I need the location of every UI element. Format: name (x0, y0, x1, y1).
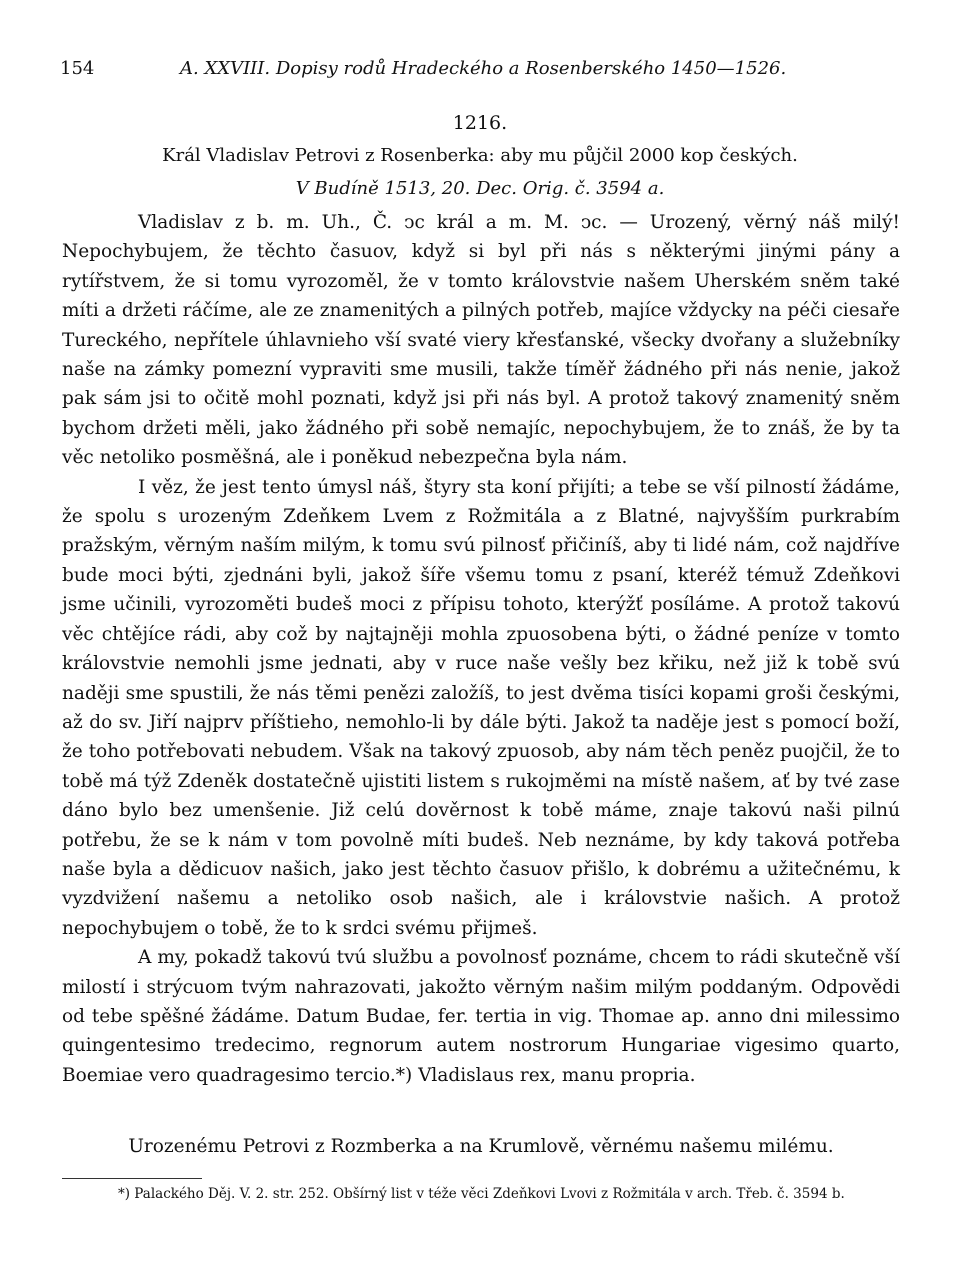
footnote-divider (62, 1178, 202, 1179)
paragraph-1: Vladislav z b. m. Uh., Č. ↄc král a m. M. ↄc. — Urozený, věrný náš milý! Nepochybujem, že těchto časuov, když si byl při nás s některými jinými pány a rytířstvem, že si tomu vyrozoměl, že v tomto královstvie našem Uherském sněm také míti a držeti ráčíme, ale ze znamenitých a pilných potřeb, majíce vždycky na péči ciesaře Tureckého, nepřítele úhlavnieho vší svaté viery křesťanské, všecky dvořany a služebníky naše na zámky pomezní vypraviti sme musili, takže tíměř žádného při nás nenie, jakož pak sám jsi to očitě mohl poznati, když jsi při nás byl. A protož takový znamenitý sněm bychom držeti měli, jako žádného při sobě nemajíc, nepochybujem, že to znáš, že by ta věc netoliko posměšná, ale i poněkud nebezpečna byla nám. (62, 212, 900, 469)
running-head: A. XXVIII. Dopisy rodů Hradeckého a Rosenberského 1450—1526. (180, 58, 787, 79)
document-source: V Budíně 1513, 20. Dec. Orig. č. 3594 a. (295, 178, 665, 199)
page-number: 154 (60, 58, 95, 79)
footnote: *) Palackého Děj. V. 2. str. 252. Obšírný list v téže věci Zdeňkovi Lvovi z Rožmitála v arch. Třeb. č. 3594 b. (118, 1186, 845, 1202)
document-number: 1216. (452, 112, 508, 134)
letter-body (62, 208, 900, 1090)
paragraph-3: A my, pokadž takovú tvú službu a povolnosť poznáme, chcem to rádi skutečně vší milostí i strýcuom tvým nahrazovati, jakožto věrným našim milým poddaným. Odpovědi od tebe spěšné žádáme. Datum Budae, fer. tertia in vig. Thomae ap. anno dni milessimo quingentesimo tredecimo, regnorum autem nostrorum Hungariae vigesimo quarto, Boemiae vero quadragesimo tercio.*) Vladislaus rex, manu propria. (62, 947, 900, 1086)
paragraph-2: I věz, že jest tento úmysl náš, štyry sta koní přijíti; a tebe se vší pilností žádáme, že spolu s urozeným Zdeňkem Lvem z Rožmitála a z Blatné, najvyšším purkrabím pražským, věrným naším milým, k tomu svú pilnosť přičiníš, aby ti lidé nám, což najdříve bude moci býti, zjednáni byli, jakož šíře všemu tomu z psaní, kteréž témuž Zdeňkovi jsme učinili, vyrozoměti budeš moci z přípisu tohoto, kterýžť posíláme. A protož takovú věc chtějíce rádi, aby což by najtajněji mohla zpuosobena býti, o žádné peníze v tomto královstvie nemohli jsme jednati, aby v ruce naše vešly bez křiku, než již k tobě svú naději sme spustili, že nás těmi penězi založíš, to jest dvěma tisíci kopami groši českými, až do sv. Jiří najprv příštieho, nemohlo-li by dále býti. Jakož ta naděje jest s pomocí boží, že toho potřebovati nebudem. Však na takový zpuosob, aby nám těch peněz puojčil, že to tobě má týž Zdeněk dostatečně ujistiti listem s rukojměmi na místě našem, ať by tvé zase dáno bylo bez umenšenie. Již celú dověrnost k tobě máme, znaje takovú naši pilnú potřebu, že se k nám v tom povolně míti budeš. Neb neznáme, by kdy taková potřeba naše byla a dědicuov našich, jako jest těchto časuov přišlo, k dobrému a užitečnému, k vyzdvižení našemu a netoliko osob našich, ale i královstvie našich. A protož nepochybujem o tobě, že to k srdci svému přijmeš. (62, 476, 900, 939)
letter-address: Urozenému Petrovi z Rozmberka a na Krumlově, věrnému našemu milému. (128, 1136, 834, 1157)
document-summary: Král Vladislav Petrovi z Rosenberka: aby mu půjčil 2000 kop českých. (162, 145, 798, 166)
page-header (60, 58, 900, 90)
